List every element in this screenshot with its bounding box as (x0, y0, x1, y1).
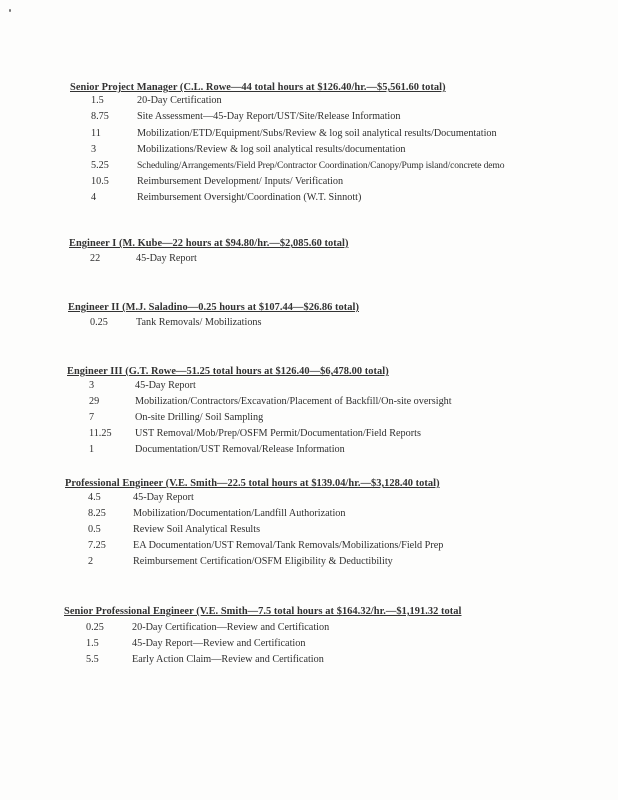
line-description: UST Removal/Mob/Prep/OSFM Permit/Documentation/Field Reports (135, 428, 421, 439)
line-item (88, 556, 618, 572)
line-item (91, 192, 618, 208)
line-item (88, 508, 618, 524)
line-item (91, 95, 618, 111)
line-item (88, 492, 618, 508)
line-item (89, 428, 618, 444)
line-description: Site Assessment—45-Day Report/UST/Site/Release Information (137, 111, 401, 122)
line-description: Review Soil Analytical Results (133, 524, 261, 535)
line-description: 20-Day Certification (137, 95, 222, 106)
line-hours: 11 (91, 128, 101, 139)
line-hours: 0.5 (88, 524, 101, 535)
line-hours: 7.25 (88, 540, 106, 551)
line-description: Mobilization/ETD/Equipment/Subs/Review & log soil analytical results/Documentation (137, 128, 497, 139)
line-description: 45-Day Report—Review and Certification (132, 638, 306, 649)
line-hours: 3 (91, 144, 97, 155)
line-item (86, 638, 618, 654)
line-item (88, 540, 618, 556)
line-description: Early Action Claim—Review and Certification (132, 654, 324, 665)
line-item (89, 396, 618, 412)
line-description: Scheduling/Arrangements/Field Prep/Contractor Coordination/Canopy/Pump island/concrete demo (137, 160, 505, 171)
line-hours: 5.25 (91, 160, 109, 171)
line-description: Mobilizations/Review & log soil analytical results/documentation (137, 144, 406, 155)
section-heading: Professional Engineer (V.E. Smith—22.5 total hours at $139.04/hr.—$3,128.40 total) (65, 478, 440, 489)
line-hours: 4.5 (88, 492, 101, 503)
line-description: 45-Day Report (133, 492, 194, 503)
section-heading: Senior Professional Engineer (V.E. Smith—7.5 total hours at $164.32/hr.—$1,191.32 total (64, 606, 462, 617)
line-description: Documentation/UST Removal/Release Information (135, 444, 345, 455)
line-item (86, 654, 618, 670)
line-hours: 4 (91, 192, 97, 203)
section-heading: Engineer III (G.T. Rowe—51.25 total hours at $126.40—$6,478.00 total) (67, 366, 389, 377)
line-hours: 0.25 (90, 317, 108, 328)
scan-mark (9, 9, 11, 12)
line-item (91, 176, 618, 192)
line-hours: 11.25 (89, 428, 112, 439)
line-description: Reimbursement Oversight/Coordination (W.T. Sinnott) (137, 192, 362, 203)
line-item (91, 144, 618, 160)
line-description: Mobilization/Documentation/Landfill Authorization (133, 508, 346, 519)
section-heading: Engineer II (M.J. Saladino—0.25 hours at $107.44—$26.86 total) (68, 302, 359, 313)
line-description: 20-Day Certification—Review and Certification (132, 622, 330, 633)
line-description: EA Documentation/UST Removal/Tank Removals/Mobilizations/Field Prep (133, 540, 444, 551)
line-item (88, 524, 618, 540)
line-hours: 8.75 (91, 111, 109, 122)
line-hours: 29 (89, 396, 100, 407)
line-hours: 8.25 (88, 508, 106, 519)
line-item (90, 253, 618, 269)
line-hours: 1 (89, 444, 95, 455)
section-heading: Engineer I (M. Kube—22 hours at $94.80/hr.—$2,085.60 total) (69, 238, 349, 249)
line-item (91, 128, 618, 144)
line-item (90, 317, 618, 333)
line-item (86, 622, 618, 638)
section-heading: Senior Project Manager (C.L. Rowe—44 total hours at $126.40/hr.—$5,561.60 total) (70, 82, 446, 93)
line-item (89, 412, 618, 428)
line-item (91, 160, 618, 176)
line-item (89, 380, 618, 396)
line-description: Mobilization/Contractors/Excavation/Placement of Backfill/On-site oversight (135, 396, 452, 407)
line-hours: 0.25 (86, 622, 104, 633)
line-hours: 5.5 (86, 654, 99, 665)
line-description: 45-Day Report (135, 380, 196, 391)
line-hours: 7 (89, 412, 95, 423)
line-hours: 1.5 (91, 95, 104, 106)
line-hours: 2 (88, 556, 94, 567)
line-hours: 10.5 (91, 176, 109, 187)
line-description: On-site Drilling/ Soil Sampling (135, 412, 264, 423)
line-hours: 3 (89, 380, 95, 391)
line-hours: 22 (90, 253, 101, 264)
line-description: Tank Removals/ Mobilizations (136, 317, 262, 328)
line-description: Reimbursement Certification/OSFM Eligibility & Deductibility (133, 556, 393, 567)
line-item (91, 111, 618, 127)
line-hours: 1.5 (86, 638, 99, 649)
line-description: Reimbursement Development/ Inputs/ Verification (137, 176, 344, 187)
line-item (89, 444, 618, 460)
line-description: 45-Day Report (136, 253, 197, 264)
